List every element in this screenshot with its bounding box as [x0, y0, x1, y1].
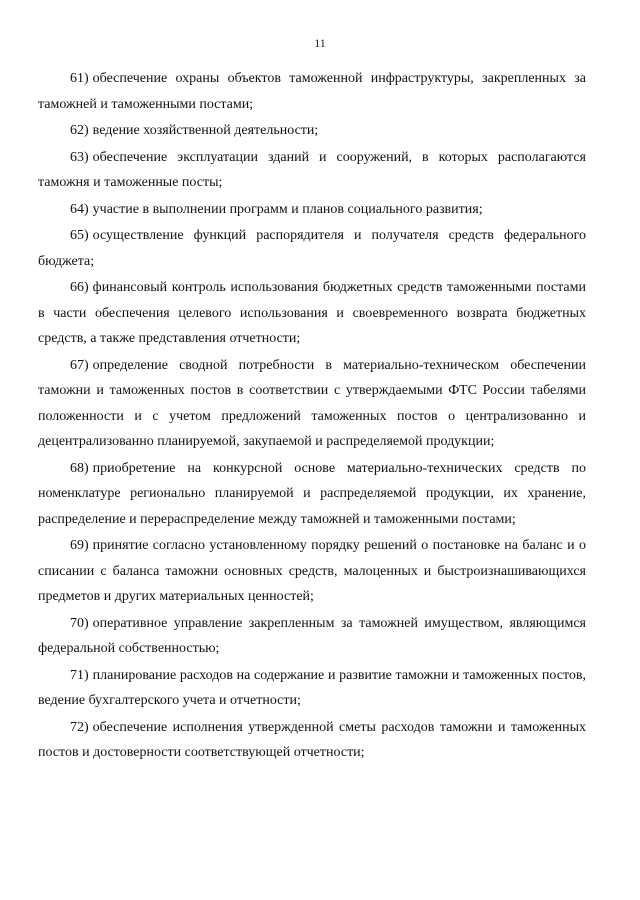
list-item-number: 71) — [70, 667, 89, 683]
list-item-text: обеспечение исполнения утвержденной сметы расходов таможни и таможенных постов и достоверности соответствующей отчетности; — [38, 719, 586, 760]
list-item-text: планирование расходов на содержание и развитие таможни и таможенных постов, ведение бухгалтерского учета и отчетности; — [38, 667, 586, 708]
list-item — [38, 456, 586, 533]
list-item — [38, 353, 586, 455]
list-item — [38, 275, 586, 352]
list-item-text: оперативное управление закрепленным за таможней имуществом, являющимся федеральной собственностью; — [38, 615, 586, 656]
page-number: 11 — [314, 36, 326, 50]
list-item — [38, 197, 586, 223]
list-item-number: 69) — [70, 538, 89, 553]
list-item-number: 66) — [70, 280, 89, 295]
list-item-number: 65) — [70, 228, 89, 243]
list-item-number: 61) — [70, 71, 89, 86]
list-item — [38, 66, 586, 117]
list-item-number: 63) — [70, 149, 89, 165]
list-item-text: приобретение на конкурсной основе материально-технических средств по номенклатуре регионально планируемой и распределяемой продукции, их хранение, распределение и перераспределение между таможней и таможенными постами; — [38, 460, 586, 527]
list-item — [38, 145, 586, 196]
document-body — [38, 66, 586, 767]
list-item — [38, 611, 586, 662]
list-item — [38, 663, 586, 714]
list-item-number: 64) — [70, 201, 89, 217]
list-item-text: осуществление функций распорядителя и получателя средств федерального бюджета; — [38, 228, 586, 269]
list-item-number: 67) — [70, 357, 89, 373]
list-item-text: участие в выполнении программ и планов социального развития; — [92, 201, 483, 217]
list-item-text: финансовый контроль использования бюджетных средств таможенными постами в части обеспечения целевого использования и своевременного возврата бюджетных средств, а также представления отчетности; — [38, 280, 586, 346]
list-item-text: определение сводной потребности в материально-техническом обеспечении таможни и таможенных постов в соответствии с утверждаемыми ФТС России табелями положенности и с учетом предложений таможенных постов о централизованно и децентрализованно планируемой, закупаемой и распределяемой продукции; — [38, 357, 586, 449]
list-item-text: обеспечение эксплуатации зданий и сооружений, в которых располагаются таможня и таможенные посты; — [38, 149, 586, 190]
list-item — [38, 533, 586, 610]
list-item — [38, 118, 586, 144]
list-item-number: 68) — [70, 460, 89, 476]
list-item — [38, 223, 586, 274]
list-item-number: 72) — [70, 719, 89, 735]
list-item-number: 62) — [70, 123, 89, 138]
list-item-number: 70) — [70, 615, 89, 631]
list-item-text: ведение хозяйственной деятельности; — [92, 123, 319, 138]
list-item-text: принятие согласно установленному порядку решений о постановке на баланс и о списании с баланса таможни основных средств, малоценных и быстроизнашивающихся предметов и других материальных ценностей; — [38, 538, 586, 604]
list-item — [38, 715, 586, 766]
list-item-text: обеспечение охраны объектов таможенной инфраструктуры, закрепленных за таможней и таможенными постами; — [38, 71, 586, 112]
